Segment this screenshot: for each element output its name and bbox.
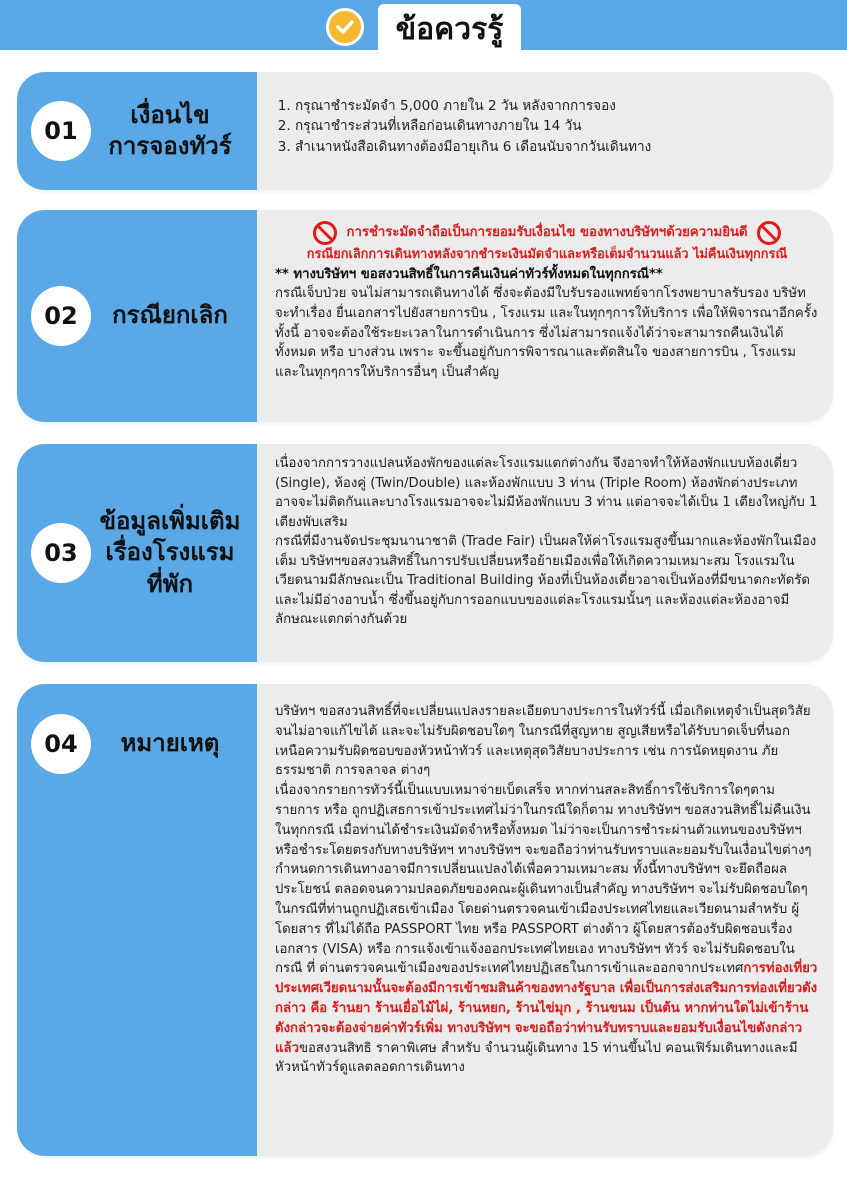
- cancellation-body: กรณีเจ็บป่วย จนไม่สามารถเดินทางได้ ซึ่งจะต้องมีใบรับรองแพทย์จากโรงพยาบาลรับรอง บริษัทจะทำเรื่อง ยื่นเอกสารไปยังสายการบิน , โรงแรม และในทุกๆการให้บริการ เพื่อให้พิจารณาอีกครั้ง ทั้งนี้ อาจจะต้องใช้ระยะเวลาในการดำเนินการ ซึ่งไม่สามารถแจ้งได้ว่าจะสามารถคืนเงินได้ทั้งหมด หรือ บางส่วน เพราะ จะขึ้นอยู่กับการพิจารณาและตัดสินใจ ของสายการบิน , โรงแรม และในทุกๆการให้บริการอื่นๆ เป็นสำคัญ: [275, 286, 818, 380]
- warning-row: [275, 220, 819, 246]
- booking-conditions-list: [275, 96, 819, 157]
- section-cancellation: [17, 210, 833, 422]
- notice-bold: ** ทางบริษัทฯ ขอสงวนสิทธิ์ในการคืนเงินค่าทัวร์ทั้งหมดในทุกกรณี**: [275, 266, 663, 282]
- section-booking-conditions: [17, 72, 833, 190]
- remarks-paragraph: [275, 781, 819, 1078]
- section-title-line: กรณียกเลิก: [112, 301, 228, 330]
- section-title: [91, 100, 257, 162]
- section-title-line: เงื่อนไข: [130, 100, 210, 129]
- section-title: [91, 300, 257, 331]
- hotel-paragraph: เนื่องจากการวางแปลนห้องพักของแต่ละโรงแรมแตกต่างกัน จึงอาจทำให้ห้องพักแบบห้องเดี่ยว (Single), ห้องคู่ (Twin/Double) และห้องพักแบบ 3 ท่าน (Triple Room) ห้องพักต่างประเภทอาจจะไม่ติดกันและบางโรงแรมอาจจะไม่มีห้องพักแบบ 3 ท่าน แต่อาจจะได้เป็น 1 เตียงใหญ่กับ 1 เตียงพับเสริม: [275, 456, 818, 530]
- section-content: [257, 444, 833, 662]
- section-label-panel: [17, 210, 257, 422]
- list-item: 1. กรุณาชำระมัดจำ 5,000 ภายใน 2 วัน หลังจากการจอง: [295, 96, 819, 116]
- remarks-text: เนื่องจากรายการทัวร์นี้เป็นแบบเหมาจ่ายเบ็ดเสร็จ หากท่านสละสิทธิ์การใช้บริการใดๆตามรายการ หรือ ถูกปฏิเสธการเข้าประเทศไม่ว่าในกรณีใดก็ตาม ทางบริษัทฯ ขอสงวนสิทธิ์ไม่คืนเงินในทุกกรณี เมื่อท่านได้ชำระเงินมัดจำหรือทั้งหมด ไม่ว่าจะเป็นการชำระผ่านตัวแทนของบริษัทฯ หรือชำระโดยตรงกับทางบริษัทฯ ทางบริษัทฯ จะขอถือว่าท่านรับทราบและยอมรับในเงื่อนไขต่างๆกำหนดการเดินทางอาจมีการเปลี่ยนแปลงได้เพื่อความเหมาะสม ทั้งนี้ทางบริษัทฯ จะยึดถือผลประโยชน์ ตลอดจนความปลอดภัยของคณะผู้เดินทางเป็นสำคัญ ทางบริษัทฯ จะไม่รับผิดชอบใดๆ ในกรณีที่ท่านถูกปฏิเสธเข้าเมือง โดยด่านตรวจคนเข้าเมืองประเทศไทยและเวียดนามสำหรับ ผู้โดยสาร ที่ไม่ได้ถือ PASSPORT ไทย หรือ PASSPORT ต่างด้าว ผู้โดยสารต้องรับผิดชอบเรื่องเอกสาร (VISA) หรือ การแจ้งเข้าแจ้งออกประเทศไทยเอง ทางบริษัทฯ ทัวร์ จะไม่รับผิดชอบในกรณี ที่ ด่านตรวจคนเข้าเมืองของประเทศไทยปฏิเสธในการเข้าและออกจากประเทศ: [275, 783, 812, 977]
- section-title-line: ที่พัก: [146, 569, 194, 598]
- section-number: 02: [31, 286, 91, 346]
- check-badge-icon: [326, 8, 364, 46]
- warning-text: กรณียกเลิกการเดินทางหลังจากชำระเงินมัดจำและหรือเต็มจำนวนแล้ว ไม่คืนเงินทุกกรณี: [306, 247, 788, 262]
- section-number: 03: [31, 523, 91, 583]
- remarks-warning-text: การท่องเที่ยวประเทศเวียดนามนั้นจะต้องมีการเข้าชมสินค้าของทางรัฐบาล เพื่อเป็นการส่งเสริมการท่องเที่ยวดังกล่าว คือ ร้านยา ร้านเยื่อไม้ไผ่, ร้านหยก, ร้านไข่มุก , ร้านขนม เป็นต้น หากท่านใดไม่เข้าร้านดังกล่าวจะต้องจ่ายค่าทัวร์เพิ่ม ทางบริษัทฯ จะขอถือว่าท่านรับทราบและยอมรับเงื่อนไขดังกล่าวแล้ว: [275, 961, 818, 1056]
- section-title-line: หมายเหตุ: [120, 729, 220, 757]
- section-number: 01: [31, 101, 91, 161]
- section-title-line: เรื่องโรงแรม: [105, 538, 235, 567]
- list-item: 2. กรุณาชำระส่วนที่เหลือก่อนเดินทางภายใน 14 วัน: [295, 116, 819, 136]
- remarks-text: ขอสงวนสิทธิ ราคาพิเศษ สำหรับ จำนวนผู้เดินทาง 15 ท่านขึ้นไป คอนเฟิร์มเดินทางและมีหัวหน้าทัวร์ดูแลตลอดการเดินทาง: [275, 1040, 798, 1076]
- page-title: ข้อควรรู้: [378, 4, 522, 59]
- section-content: [257, 684, 833, 1156]
- prohibited-icon: [756, 220, 782, 246]
- remarks-paragraph: บริษัทฯ ขอสงวนสิทธิ์ที่จะเปลี่ยนแปลงรายละเอียดบางประการในทัวร์นี้ เมื่อเกิดเหตุจำเป็นสุดวิสัยจนไม่อาจแก้ไขได้ และจะไม่รับผิดชอบใดๆ ในกรณีที่สูญหาย สูญเสียหรือได้รับบาดเจ็บที่นอกเหนือความรับผิดชอบของหัวหน้าทัวร์ และเหตุสุดวิสัยบางประการ เช่น การนัดหยุดงาน ภัยธรรมชาติ การจลาจล ต่างๆ: [275, 704, 811, 779]
- section-content: [257, 72, 833, 190]
- section-title: [91, 506, 257, 600]
- section-title-line: การจองทัวร์: [108, 132, 232, 160]
- section-remarks: [17, 684, 833, 1156]
- section-hotel-info: [17, 444, 833, 662]
- list-item: 3. สำเนาหนังสือเดินทางต้องมีอายุเกิน 6 เดือนนับจากวันเดินทาง: [295, 137, 819, 157]
- section-title: [91, 714, 257, 759]
- section-number: 04: [31, 714, 91, 774]
- section-label-panel: [17, 684, 257, 1156]
- page-header: [0, 0, 847, 50]
- warning-text: การชำระมัดจำถือเป็นการยอมรับเงื่อนไข ของทางบริษัทฯด้วยความยินดี: [346, 225, 748, 241]
- section-label-panel: [17, 72, 257, 190]
- section-title-line: ข้อมูลเพิ่มเติม: [99, 507, 241, 536]
- hotel-paragraph: กรณีที่มีงานจัดประชุมนานาชาติ (Trade Fair) เป็นผลให้ค่าโรงแรมสูงขึ้นมากและห้องพักในเมืองเต็ม บริษัทฯขอสงวนสิทธิ์ในการปรับเปลี่ยนหรือย้ายเมืองเพื่อให้เกิดความเหมาะสม โรงแรมในเวียดนามมีลักษณะเป็น Traditional Building ห้องที่เป็นห้องเดี่ยวอาจเป็นห้องที่มีขนาดกะทัดรัด และไม่มีอ่างอาบน้ำ ซึ่งขึ้นอยู่กับการออกแบบของแต่ละโรงแรมนั้นๆ และห้องแต่ละห้องอาจมีลักษณะแตกต่างกันด้วย: [275, 534, 817, 628]
- section-content: [257, 210, 833, 422]
- prohibited-icon: [312, 220, 338, 246]
- header-inner: [326, 0, 522, 53]
- section-label-panel: [17, 444, 257, 662]
